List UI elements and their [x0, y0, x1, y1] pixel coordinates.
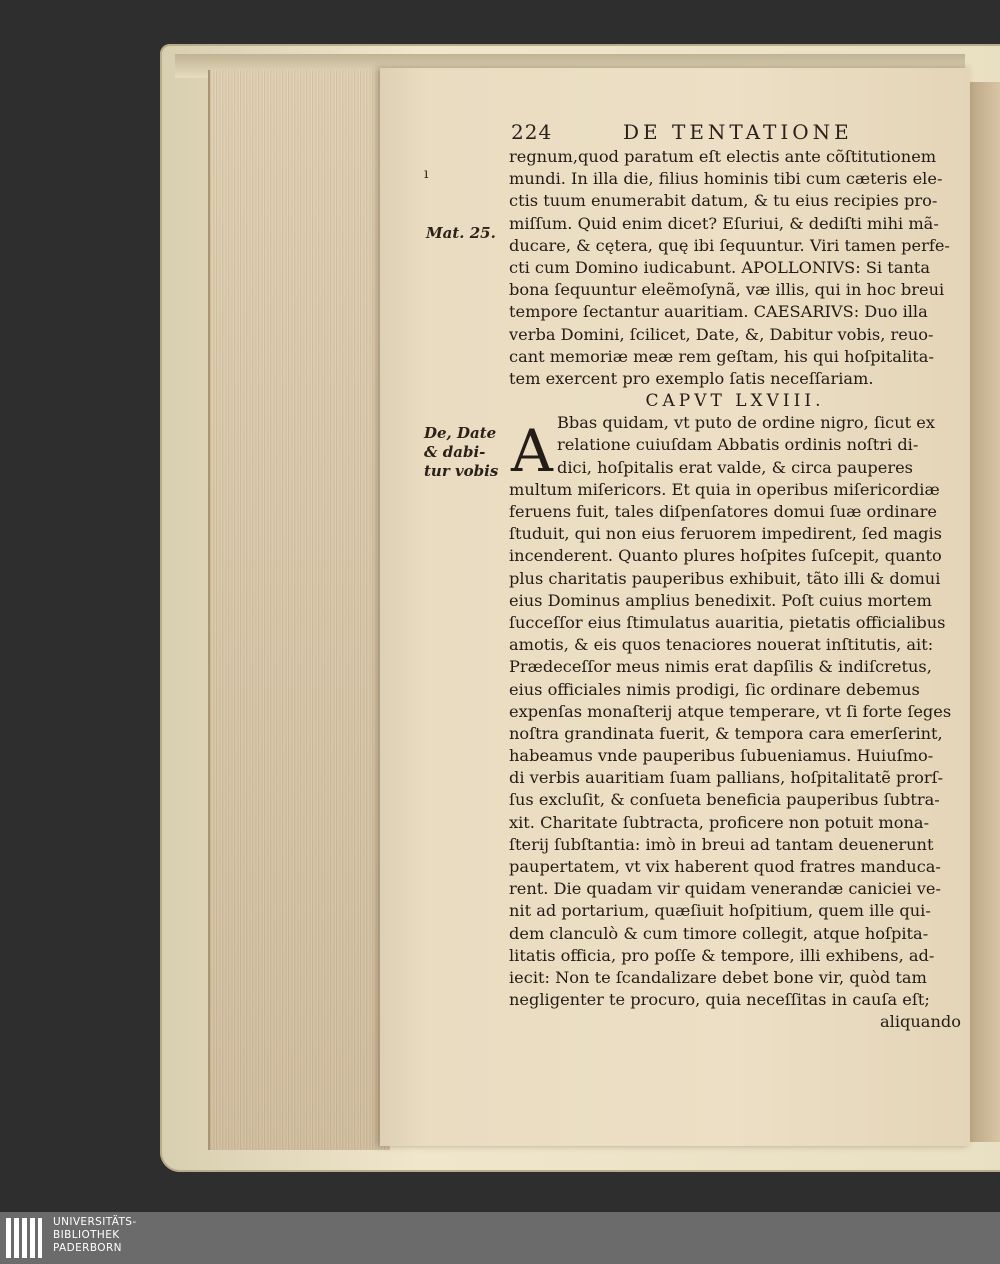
running-head-title: DE TENTATIONE: [623, 120, 853, 144]
text-line: paupertatem, vt vix haberent quod fratres manduca-: [509, 857, 941, 876]
text-line: multum miſericors. Et quia in operibus miſericordiæ: [509, 479, 940, 499]
text-line: bona ſequuntur eleẽmoſynã, væ illis, qui in hoc breui: [509, 280, 945, 300]
logo-line: BIBLIOTHEK: [53, 1229, 120, 1241]
text-line: negligenter te procuro, quia neceſſitas in cauſa eſt;: [509, 990, 930, 1010]
text-line: tempore ſectantur auaritiam. CAESARIVS: Duo illa: [509, 302, 928, 322]
text-line: miſſum. Quid enim dicet? Eſuriui, & dediſti mihi mã-: [509, 213, 939, 233]
text-line: plus charitatis pauperibus exhibuit, tãto illi & domui: [509, 568, 941, 588]
text-line: mundi. In illa die, filius hominis tibi cum cæteris ele-: [509, 169, 943, 189]
logo-line: UNIVERSITÄTS-: [53, 1216, 137, 1228]
text-line: Prædeceſſor meus nimis erat dapſilis & indiſcretus,: [509, 657, 932, 677]
text-line: expenſas monaſterij atque temperare, vt ſi forte ſeges: [509, 701, 952, 721]
library-logo-icon: [6, 1218, 46, 1258]
body-text: [509, 146, 961, 1034]
margin-note-line: De, Date: [424, 424, 497, 442]
page-number: 224: [511, 120, 553, 144]
margin-note-matthew: Mat. 25.: [426, 224, 496, 242]
text-line: amotis, & eis quos tenaciores nouerat inſtitutis, ait:: [509, 635, 934, 655]
chapter-heading: CAPVT LXVIII.: [645, 391, 825, 412]
text-line: tem exercent pro exemplo ſatis neceſſariam.: [509, 368, 874, 388]
running-head: [511, 120, 901, 148]
margin-mark: ı: [424, 166, 429, 182]
text-line: iecit: Non te ſcandalizare debet bone vir, quòd tam: [509, 967, 927, 987]
text-line: habeamus vnde pauperibus ſubueniamus. Huiuſmo-: [509, 746, 934, 766]
text-line: Bbas quidam, vt puto de ordine nigro, ſicut ex: [557, 413, 935, 433]
text-line: xit. Charitate ſubtracta, proficere non potuit mona-: [509, 812, 930, 832]
text-line: litatis officia, pro poſſe & tempore, illi exhibens, ad-: [509, 945, 935, 965]
logo-line: PADERBORN: [53, 1242, 122, 1254]
library-logo-text: [53, 1216, 253, 1255]
text-line: ducare, & cętera, quę ibi ſequuntur. Viri tamen perfe-: [509, 235, 950, 255]
page-block-edge: [208, 70, 390, 1150]
text-line: ſucceſſor eius ſtimulatus auaritia, pietatis officialibus: [509, 612, 946, 632]
text-line: eius officiales nimis prodigi, ſic ordinare debemus: [509, 679, 920, 699]
text-line: noſtra grandinata fuerit, & tempora cara emerſerint,: [509, 723, 943, 743]
text-line: ctis tuum enumerabit datum, & tu eius recipies pro-: [509, 191, 938, 211]
text-line: cant memoriæ meæ rem geſtam, his qui hoſpitalita-: [509, 346, 934, 366]
text-line: dici, hoſpitalis erat valde, & circa pauperes: [557, 457, 913, 477]
text-line: ſus excluſit, & conſueta beneficia pauperibus ſubtra-: [509, 790, 940, 810]
text-line: rent. Die quadam vir quidam venerandæ caniciei ve-: [509, 879, 941, 899]
text-line: di verbis auaritiam ſuam pallians, hoſpitalitatẽ prorſ-: [509, 768, 944, 788]
text-line: nit ad portarium, quæſiuit hoſpitium, quem ille qui-: [509, 901, 931, 921]
margin-note-date: [424, 424, 498, 481]
margin-note-line: tur vobis: [424, 462, 499, 480]
text-line: verba Domini, ſcilicet, Date, &, Dabitur vobis, reuo-: [509, 324, 934, 344]
text-line: feruens fuit, tales diſpenſatores domui ſuæ ordinare: [509, 502, 937, 521]
text-line: ſterij ſubſtantia: imò in breui ad tantam deuenerunt: [509, 834, 934, 854]
text-line: ſtuduit, qui non eius feruorem impedirent, ſed magis: [509, 524, 942, 544]
margin-note-line: & dabi-: [424, 443, 486, 461]
text-line: cti cum Domino iudicabunt. APOLLONIVS: Si tanta: [509, 257, 931, 277]
text-line: dem clanculò & cum timore collegit, atque hoſpita-: [509, 923, 929, 943]
catchword: aliquando: [880, 1012, 961, 1032]
text-line: relatione cuiuſdam Abbatis ordinis noſtri di-: [557, 435, 919, 455]
text-line: eius Dominus amplius benedixit. Poſt cuius mortem: [509, 590, 932, 610]
text-line: incenderent. Quanto plures hoſpites ſuſcepit, quanto: [509, 546, 942, 566]
footer-bar: [0, 1212, 1000, 1264]
text-line: regnum,quod paratum eſt electis ante cõſtitutionem: [509, 147, 937, 166]
drop-cap: A: [511, 417, 553, 485]
